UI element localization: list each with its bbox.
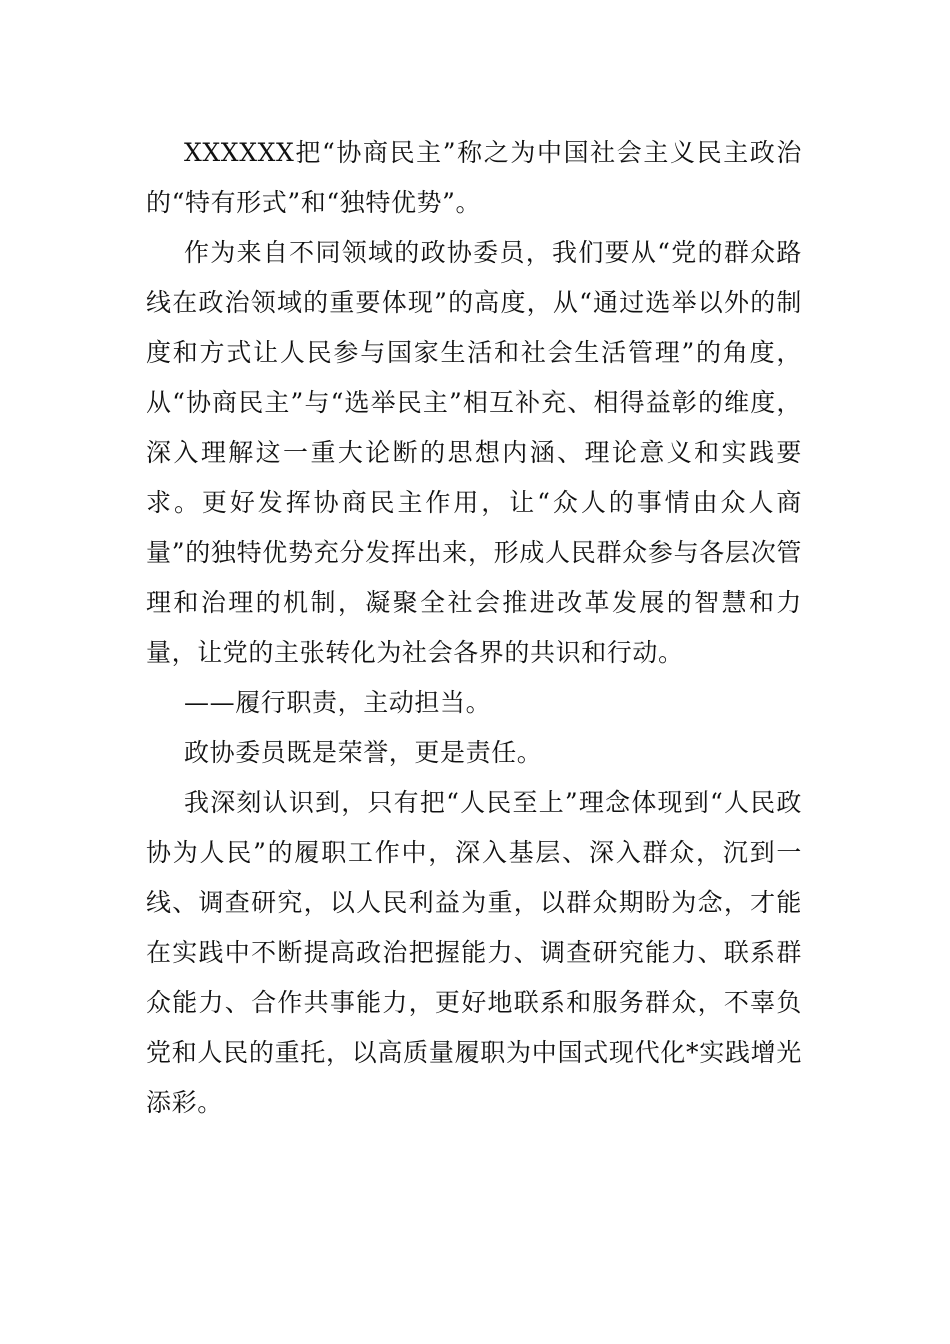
paragraph-honor-and-duty: 政协委员既是荣誉，更是责任。 <box>184 738 543 767</box>
document-body <box>146 128 802 1128</box>
paragraph-people-first: 我深刻认识到，只有把“人民至上”理念体现到“人民政协为人民”的履职工作中，深入基层、深入群众，沉到一线、调查研究，以人民利益为重，以群众期盼为念，才能在实践中不断提高政治把握能力、调查研究能力、联系群众能力、合作共事能力，更好地联系和服务群众，不辜负党和人民的重托，以高质量履职为中国式现代化*实践增光添彩。 <box>146 788 802 1117</box>
paragraph-committee-members-role: 作为来自不同领域的政协委员，我们要从“党的群众路线在政治领域的重要体现”的高度，从“通过选举以外的制度和方式让人民参与国家生活和社会生活管理”的角度，从“协商民主”与“选举民主”相互补充、相得益彰的维度，深入理解这一重大论断的思想内涵、理论意义和实践要求。更好发挥协商民主作用，让“众人的事情由众人商量”的独特优势充分发挥出来，形成人民群众参与各层次管理和治理的机制，凝聚全社会推进改革发展的智慧和力量，让党的主张转化为社会各界的共识和行动。 <box>146 238 802 667</box>
paragraph-consultative-democracy: XXXXXX把“协商民主”称之为中国社会主义民主政治的“特有形式”和“独特优势”。 <box>146 138 802 217</box>
paragraph-section-heading: ——履行职责，主动担当。 <box>184 688 492 717</box>
